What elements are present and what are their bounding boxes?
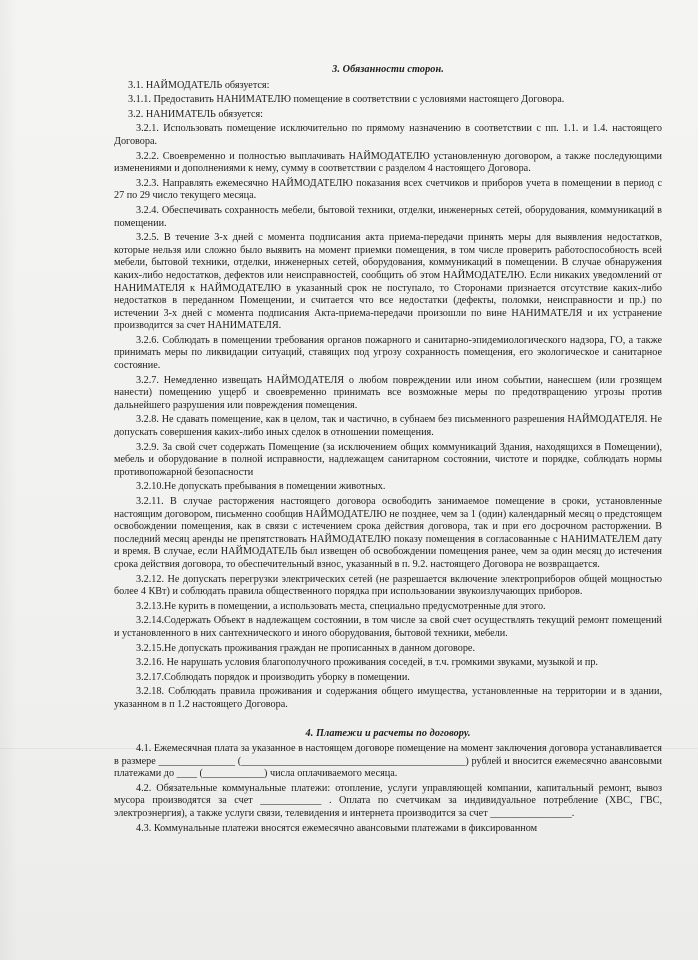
clause-3-2-13: 3.2.13.Не курить в помещении, а использовать места, специально предусмотренные для этого. (136, 600, 546, 612)
clause-3-2-14: 3.2.14.Содержать Объект в надлежащем состоянии, в том числе за свой счет осуществлять текущий ремонт помещений и установленного в них сантехнического и иного оборудования, бытовой техники, мебели. (114, 615, 662, 639)
clause-4-1: 4.1. Ежемесячная плата за указанное в настоящем договоре помещение на момент заключения договора устанавливается в размере _______________ (____________________________________________) рублей и вносится ежемесячно авансовыми платежами до ____ (____________) числа оплачиваемого месяца. (114, 743, 662, 780)
clause-3-2-11: 3.2.11. В случае расторжения настоящего договора освободить занимаемое помещение в сроки, установленные настоящим договором, письменно сообщив НАЙМОДАТЕЛЮ не позднее, чем за 1 (один) календарный месяц о предстоящем освобождении помещения, как в связи с истечением срока действия договора, так и при его досрочном расторжении. В последний месяц аренды не препятствовать НАЙМОДАТЕЛЮ показу помещения в согласованные с НАНИМАТЕЛЕМ дату и время. В случае, если НАЙМОДАТЕЛЬ был извещен об освобождении помещения ранее, чем за один месяц до истечения срока действия договора, то обеспечительный взнос, указанный в п. 9.2. настоящего Договора не возвращается. (114, 496, 662, 570)
clause-3-2-17: 3.2.17.Соблюдать порядок и производить уборку в помещении. (136, 671, 410, 683)
clause-3-2-12: 3.2.12. Не допускать перегрузки электрических сетей (не разрешается включение электроприборов общей мощностью более 4 КВт) и соблюдать правила общественного порядка при использовании звукоизлучающих приборов. (114, 573, 662, 598)
section-3-heading: 3. Обязанности сторон. (332, 64, 444, 75)
clause-3-2-5: 3.2.5. В течение 3-х дней с момента подписания акта приема-передачи принять меры для выявления недостатков, которые нельзя или сложно было выявить на момент приемки помещения, в том числе проверить работоспособность всей мебели, бытовой техники, отделки, инженерных сетей, оборудования, коммуникаций в помещении. В случае обнаружения каких-либо недостатков, дефектов или неисправностей, сообщить об этом НАЙМОДАТЕЛЮ. Если никаких уведомлений от НАНИМАТЕЛЯ к НАЙМОДАТЕЛЮ в указанный срок не поступало, то Сторонами признается отсутствие каких-либо недостатков в переданном Помещении, и считается что все недостатки (дефекты, поломки, неисправности и пр.) по истечении 3-х дней с момента подписания Акта-приема-передачи произошли по вине НАНИМАТЕЛЯ и их устранение производится за счет НАНИМАТЕЛЯ. (114, 232, 662, 332)
clause-3-2-1: 3.2.1. Использовать помещение исключительно по прямому назначению в соответствии с пп. 1.1. и 1.4. настоящего Договора. (114, 123, 662, 147)
clause-4-2: 4.2. Обязательные коммунальные платежи: отопление, услуги управляющей компании, капитальный ремонт, вывоз мусора производятся за счет ____________ . Оплата по счетчикам за индивидуальное потребление (ХВС, ГВС, электроэнергия), а также услуги связи, телевидения и интернета производится за счет ________________. (114, 782, 662, 820)
clause-3-1-1: 3.1.1. Предоставить НАНИМАТЕЛЮ помещение в соответствии с условиями настоящего Договора. (128, 94, 565, 106)
page-fold-line (0, 748, 698, 749)
clause-3-2-3: 3.2.3. Направлять ежемесячно НАЙМОДАТЕЛЮ показания всех счетчиков и приборов учета в помещении в период с 27 по 29 число текущего месяца. (114, 177, 662, 202)
section-gap (114, 714, 662, 728)
clause-3-2-15: 3.2.15.Не допускать проживания граждан не прописанных в данном договоре. (136, 642, 476, 654)
clause-3-2-9: 3.2.9. За свой счет содержать Помещение (за исключением общих коммуникаций Здания, находящихся в Помещении), мебель и оборудование в полной исправности, надлежащем санитарном состоянии, чистоте и порядке, соблюдать нормы противопожарной безопасности (114, 441, 662, 478)
page-edge-shadow (0, 0, 18, 960)
clause-3-2-4: 3.2.4. Обеспечивать сохранность мебели, бытовой техники, отделки, инженерных сетей, оборудования, коммуникаций в помещении. (114, 204, 662, 229)
clause-3-2-8: 3.2.8. Не сдавать помещение, как в целом, так и частично, в субнаем без письменного разрешения НАЙМОДАТЕЛЯ. Не допускать совершения каких-либо иных сделок в отношении помещения. (114, 414, 662, 439)
clause-3-2-6: 3.2.6. Соблюдать в помещении требования органов пожарного и санитарно-эпидемиологического надзора, ГО, а также принимать меры по ликвидации ситуаций, ставящих под угрозу сохранность помещения, его экологическое и санитарное состояние. (114, 334, 662, 372)
section-4-heading: 4. Платежи и расчеты по договору. (305, 727, 471, 739)
clause-3-2: 3.2. НАНИМАТЕЛЬ обязуется: (128, 108, 264, 120)
clause-3-2-10: 3.2.10.Не допускать пребывания в помещении животных. (136, 481, 386, 493)
clause-3-2-7: 3.2.7. Немедленно извещать НАЙМОДАТЕЛЯ о любом повреждении или ином событии, нанесшем (или грозящем нанести) помещению ущерб и своевременно принимать все возможные меры по предотвращению угрозы против дальнейшего разрушения или повреждения помещения. (114, 374, 662, 411)
section-4 (114, 728, 662, 836)
clause-3-1: 3.1. НАЙМОДАТЕЛЬ обязуется: (128, 79, 270, 91)
clause-4-3: 4.3. Коммунальные платежи вносятся ежемесячно авансовыми платежами в фиксированном (136, 822, 538, 834)
clause-3-2-18: 3.2.18. Соблюдать правила проживания и содержания общего имущества, установленные на территории и в здании, указанном в п 1.2 настоящего Договора. (114, 686, 662, 710)
clause-3-2-16: 3.2.16. Не нарушать условия благополучного проживания соседей, в т.ч. громкими звуками, музыкой и пр. (136, 657, 598, 669)
section-3 (114, 64, 662, 712)
clause-3-2-2: 3.2.2. Своевременно и полностью выплачивать НАЙМОДАТЕЛЮ установленную договором, а также последующими изменениями и дополнениями к нему, сумму в соответствии с разделом 4 настоящего Договора. (114, 150, 662, 175)
